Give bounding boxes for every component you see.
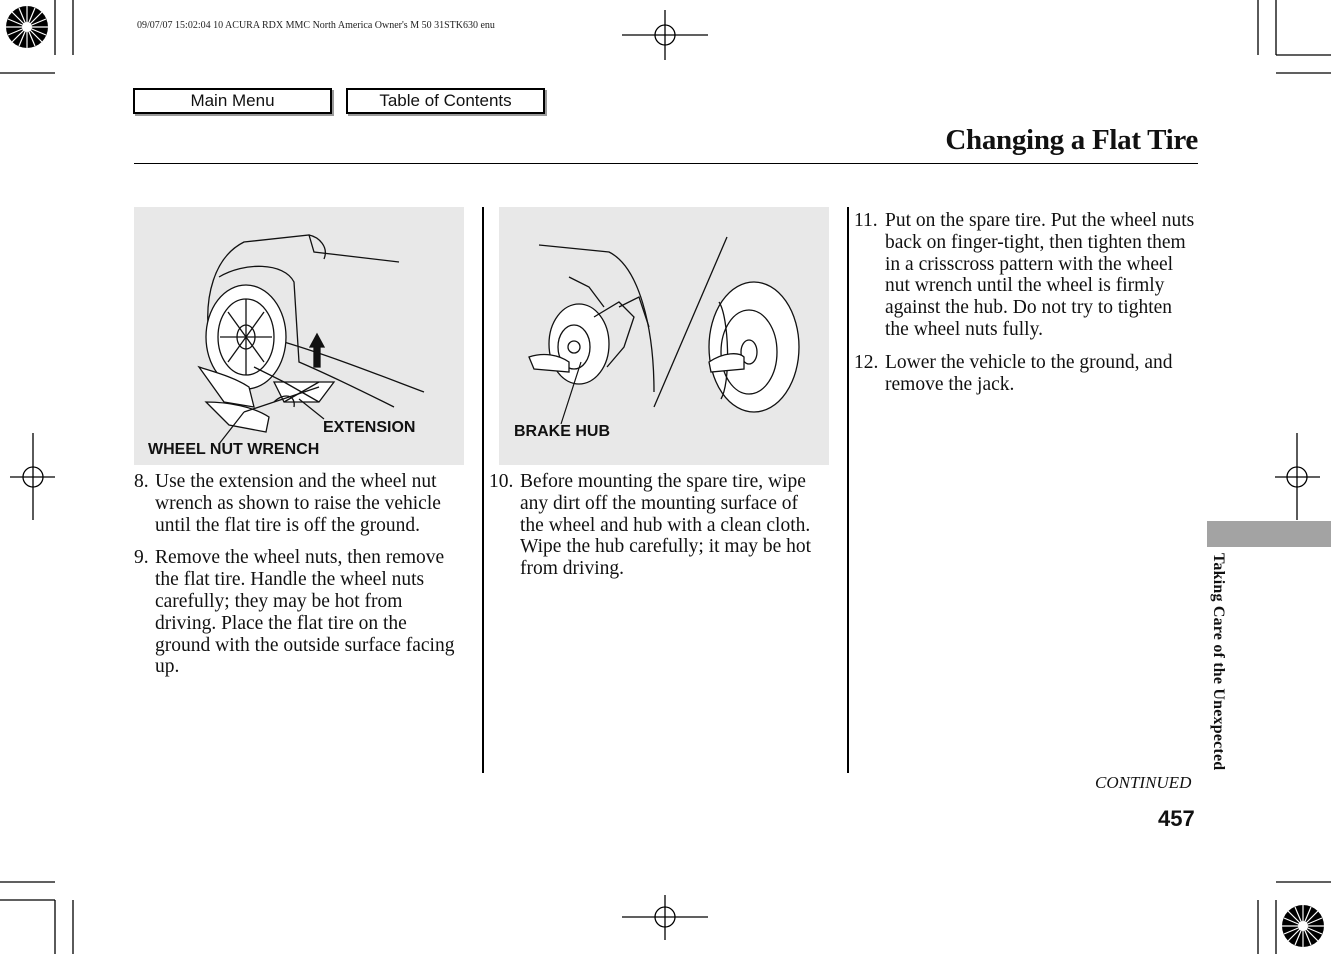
section-tab-label: Taking Care of the Unexpected [1210,553,1227,771]
column-divider-1 [482,207,484,773]
step-number: 12. [854,351,879,373]
step-number: 8. [134,471,149,492]
step-11 [854,210,1200,341]
step-text: Put on the spare tire. Put the wheel nuts back on finger-tight, then tighten them in a crisscross pattern with the wheel nut wrench until the wheel is firmly against the hub. Do not try to tighten the wheel nuts fully. [885,210,1195,340]
step-text: Before mounting the spare tire, wipe any dirt off the mounting surface of the wheel and hub with a clean cloth. Wipe the hub carefully; it may be hot from driving. [520,471,812,580]
steps-column-3 [854,210,1200,406]
main-menu-button[interactable]: Main Menu [133,88,332,114]
steps-column-1 [134,471,466,689]
table-of-contents-button[interactable]: Table of Contents [346,88,545,114]
title-rule [134,163,1198,164]
step-8 [134,471,466,536]
extension-label: EXTENSION [323,419,416,436]
step-text: Use the extension and the wheel nut wrench as shown to raise the vehicle until the flat tire is off the ground. [155,471,441,536]
step-number: 9. [134,547,149,569]
step-number: 10. [489,471,514,492]
column-divider-2 [847,207,849,773]
step-number: 11. [854,210,878,231]
page-title: Changing a Flat Tire [945,124,1198,156]
section-tab [1207,521,1331,547]
wheel-nut-wrench-label: WHEEL NUT WRENCH [148,441,320,458]
step-10 [489,471,825,580]
jack-raise-illustration [134,207,464,465]
step-12 [854,352,1200,396]
brake-hub-label: BRAKE HUB [514,423,610,440]
print-header-line: 09/07/07 15:02:04 10 ACURA RDX MMC North America Owner's M 50 31STK630 enu [137,20,495,31]
page-number: 457 [1158,806,1195,831]
steps-column-2 [489,471,825,591]
step-text: Remove the wheel nuts, then remove the flat tire. Handle the wheel nuts carefully; they may be hot from driving. Place the flat tire on the ground with the outside surface facing up. [155,547,455,678]
continued-note: CONTINUED [1095,773,1192,792]
brake-hub-illustration [499,207,829,465]
step-9 [134,547,466,678]
step-text: Lower the vehicle to the ground, and remove the jack. [885,351,1173,395]
